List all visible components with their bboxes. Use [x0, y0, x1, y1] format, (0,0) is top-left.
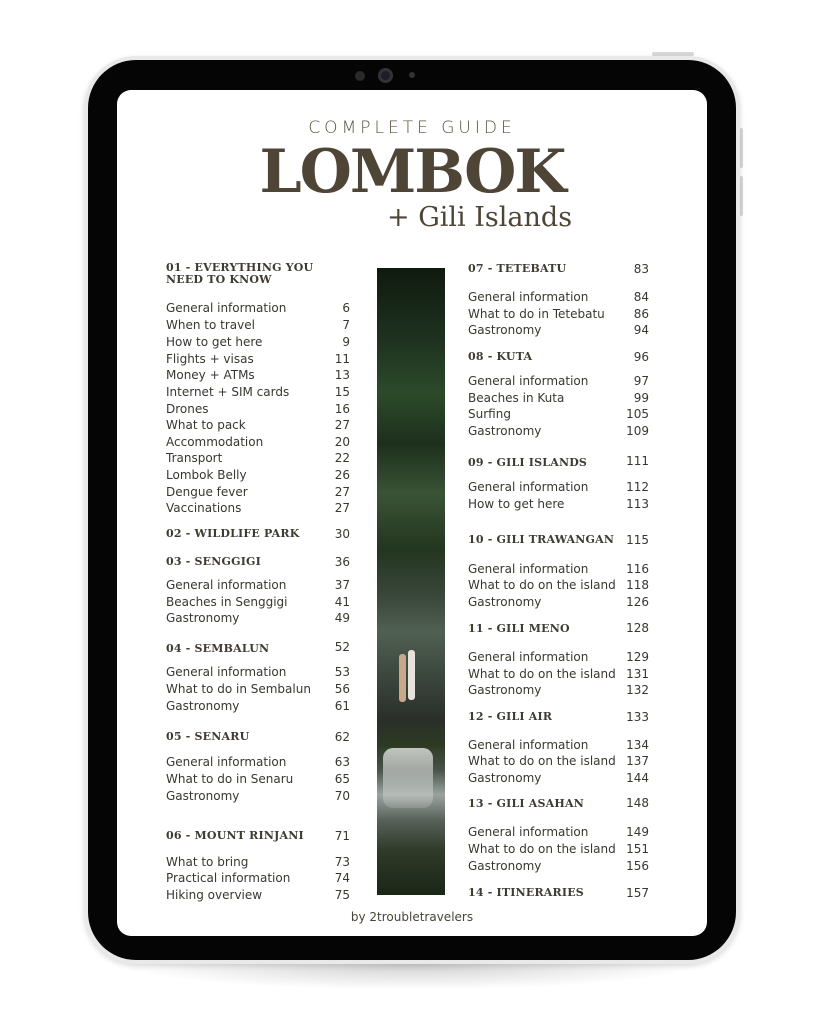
toc-entry-label: Money + ATMs: [166, 368, 255, 382]
toc-entry-page: 99: [633, 391, 649, 405]
toc-entry-label: Drones: [166, 402, 209, 416]
toc-entry-label: Gastronomy: [166, 611, 240, 625]
toc-entry-page: 74: [334, 871, 350, 885]
toc-section-title-13-gili-asahan: 13 - GILI ASAHAN: [468, 797, 584, 810]
toc-section-title-07-tetebatu: 07 - TETEBATU: [468, 262, 567, 275]
toc-entry-page: 73: [334, 855, 350, 869]
toc-entry-label: Beaches in Senggigi: [166, 595, 288, 609]
couple-figure: [397, 650, 419, 704]
camera-icon: [378, 68, 393, 83]
toc-entry-label: Gastronomy: [468, 424, 542, 438]
light-sensor-icon: [409, 72, 415, 78]
toc-section-page: 115: [626, 533, 649, 547]
toc-section-title-02-wildlife-park: 02 - WILDLIFE PARK: [166, 527, 300, 540]
toc-entry-page: 41: [334, 595, 350, 609]
guide-title: LOMBOK: [259, 137, 565, 207]
toc-entry-label: Gastronomy: [468, 859, 542, 873]
toc-entry-label: General information: [166, 665, 287, 679]
toc-entry-label: Dengue fever: [166, 485, 248, 499]
toc-section-page: 133: [626, 710, 649, 724]
toc-entry-label: General information: [468, 290, 589, 304]
guide-subtitle: + Gili Islands: [387, 202, 573, 233]
toc-entry-page: 7: [342, 318, 350, 332]
toc-entry-label: General information: [166, 301, 287, 315]
toc-entry-page: 151: [626, 842, 649, 856]
toc-entry-page: 27: [334, 501, 350, 515]
waterfall-stream: [383, 748, 433, 808]
toc-entry-label: General information: [468, 374, 589, 388]
toc-entry-page: 20: [334, 435, 350, 449]
toc-section-page: 83: [633, 262, 649, 276]
toc-entry-label: Flights + visas: [166, 352, 254, 366]
toc-entry-label: Gastronomy: [468, 595, 542, 609]
toc-entry-label: What to pack: [166, 418, 246, 432]
toc-entry-page: 144: [626, 771, 649, 785]
guide-page: [117, 90, 707, 936]
toc-entry-page: 112: [626, 480, 649, 494]
toc-entry-page: 53: [334, 665, 350, 679]
toc-entry-page: 49: [334, 611, 350, 625]
toc-section-page: 128: [626, 621, 649, 635]
toc-entry-page: 75: [334, 888, 350, 902]
toc-entry-label: What to do in Senaru: [166, 772, 294, 786]
toc-entry-label: What to do in Sembalun: [166, 682, 311, 696]
toc-entry-page: 13: [334, 368, 350, 382]
toc-entry-page: 70: [334, 789, 350, 803]
toc-section-page: 71: [334, 829, 350, 843]
toc-entry-label: How to get here: [166, 335, 263, 349]
toc-section-page: 62: [334, 730, 350, 744]
toc-entry-label: Hiking overview: [166, 888, 263, 902]
toc-entry-label: Surfing: [468, 407, 511, 421]
toc-section-title-05-senaru: 05 - SENARU: [166, 730, 250, 743]
toc-entry-page: 27: [334, 485, 350, 499]
toc-entry-page: 26: [334, 468, 350, 482]
toc-entry-label: What to do on the island: [468, 842, 616, 856]
toc-entry-label: How to get here: [468, 497, 565, 511]
toc-entry-label: General information: [166, 755, 287, 769]
byline: by 2troubletravelers: [350, 910, 474, 924]
toc-section-title-09-gili-islands: 09 - GILI ISLANDS: [468, 456, 588, 469]
toc-section-title-03-senggigi: 03 - SENGGIGI: [166, 555, 261, 568]
toc-entry-page: 137: [626, 754, 649, 768]
toc-entry-page: 65: [334, 772, 350, 786]
toc-entry-label: General information: [166, 578, 287, 592]
toc-section-title-04-sembalun: 04 - SEMBALUN: [166, 642, 270, 655]
toc-entry-page: 61: [334, 699, 350, 713]
toc-entry-page: 86: [633, 307, 649, 321]
toc-section-title-12-gili-air: 12 - GILI AIR: [468, 710, 553, 723]
toc-entry-page: 116: [626, 562, 649, 576]
toc-entry-page: 22: [334, 451, 350, 465]
toc-entry-label: Practical information: [166, 871, 291, 885]
toc-entry-label: Gastronomy: [468, 683, 542, 697]
toc-section-title-01-everything-you-need-to-know: 01 - EVERYTHING YOU NEED TO KNOW: [166, 261, 314, 286]
toc-section-page: 111: [626, 454, 649, 468]
toc-entry-label: What to bring: [166, 855, 249, 869]
toc-entry-label: What to do on the island: [468, 667, 616, 681]
toc-section-page: 148: [626, 796, 649, 810]
toc-entry-page: 149: [626, 825, 649, 839]
toc-entry-page: 15: [334, 385, 350, 399]
toc-section-page: 96: [633, 350, 649, 364]
toc-entry-page: 56: [334, 682, 350, 696]
toc-entry-label: What to do in Tetebatu: [468, 307, 605, 321]
toc-entry-page: 37: [334, 578, 350, 592]
toc-entry-page: 16: [334, 402, 350, 416]
waterfall-photo: [377, 268, 445, 895]
toc-entry-page: 11: [334, 352, 350, 366]
toc-entry-label: Gastronomy: [166, 699, 240, 713]
toc-section-title-11-gili-meno: 11 - GILI MENO: [468, 622, 570, 635]
toc-entry-page: 113: [626, 497, 649, 511]
toc-entry-label: What to do on the island: [468, 754, 616, 768]
toc-section-page: 157: [626, 886, 649, 900]
toc-entry-page: 94: [633, 323, 649, 337]
toc-section-title-14-itineraries: 14 - ITINERARIES: [468, 886, 584, 899]
toc-entry-label: Gastronomy: [468, 771, 542, 785]
toc-entry-label: General information: [468, 825, 589, 839]
toc-entry-page: 109: [626, 424, 649, 438]
toc-entry-label: Beaches in Kuta: [468, 391, 565, 405]
sensor-icon: [355, 71, 365, 81]
toc-entry-label: Transport: [166, 451, 223, 465]
toc-entry-page: 134: [626, 738, 649, 752]
toc-entry-page: 63: [334, 755, 350, 769]
toc-entry-label: Accommodation: [166, 435, 264, 449]
toc-entry-page: 105: [626, 407, 649, 421]
toc-section-page: 30: [334, 527, 350, 541]
toc-entry-page: 156: [626, 859, 649, 873]
toc-entry-label: Gastronomy: [166, 789, 240, 803]
toc-section-page: 36: [334, 555, 350, 569]
toc-entry-page: 6: [342, 301, 350, 315]
toc-entry-label: General information: [468, 650, 589, 664]
toc-entry-page: 132: [626, 683, 649, 697]
toc-entry-label: Gastronomy: [468, 323, 542, 337]
toc-entry-label: What to do on the island: [468, 578, 616, 592]
guide-kicker: COMPLETE GUIDE: [308, 118, 516, 138]
toc-section-title-10-gili-trawangan: 10 - GILI TRAWANGAN: [468, 533, 615, 546]
toc-entry-label: Vaccinations: [166, 501, 242, 515]
toc-entry-label: Lombok Belly: [166, 468, 247, 482]
toc-entry-label: General information: [468, 480, 589, 494]
toc-section-title-06-mount-rinjani: 06 - MOUNT RINJANI: [166, 829, 304, 842]
toc-section-title-08-kuta: 08 - KUTA: [468, 350, 533, 363]
toc-entry-label: When to travel: [166, 318, 255, 332]
toc-entry-page: 97: [633, 374, 649, 388]
toc-entry-label: General information: [468, 738, 589, 752]
toc-entry-page: 129: [626, 650, 649, 664]
toc-entry-label: General information: [468, 562, 589, 576]
toc-entry-page: 126: [626, 595, 649, 609]
toc-section-page: 52: [334, 640, 350, 654]
toc-entry-page: 84: [633, 290, 649, 304]
toc-entry-page: 27: [334, 418, 350, 432]
toc-entry-page: 118: [626, 578, 649, 592]
toc-entry-label: Internet + SIM cards: [166, 385, 290, 399]
toc-entry-page: 131: [626, 667, 649, 681]
toc-entry-page: 9: [342, 335, 350, 349]
